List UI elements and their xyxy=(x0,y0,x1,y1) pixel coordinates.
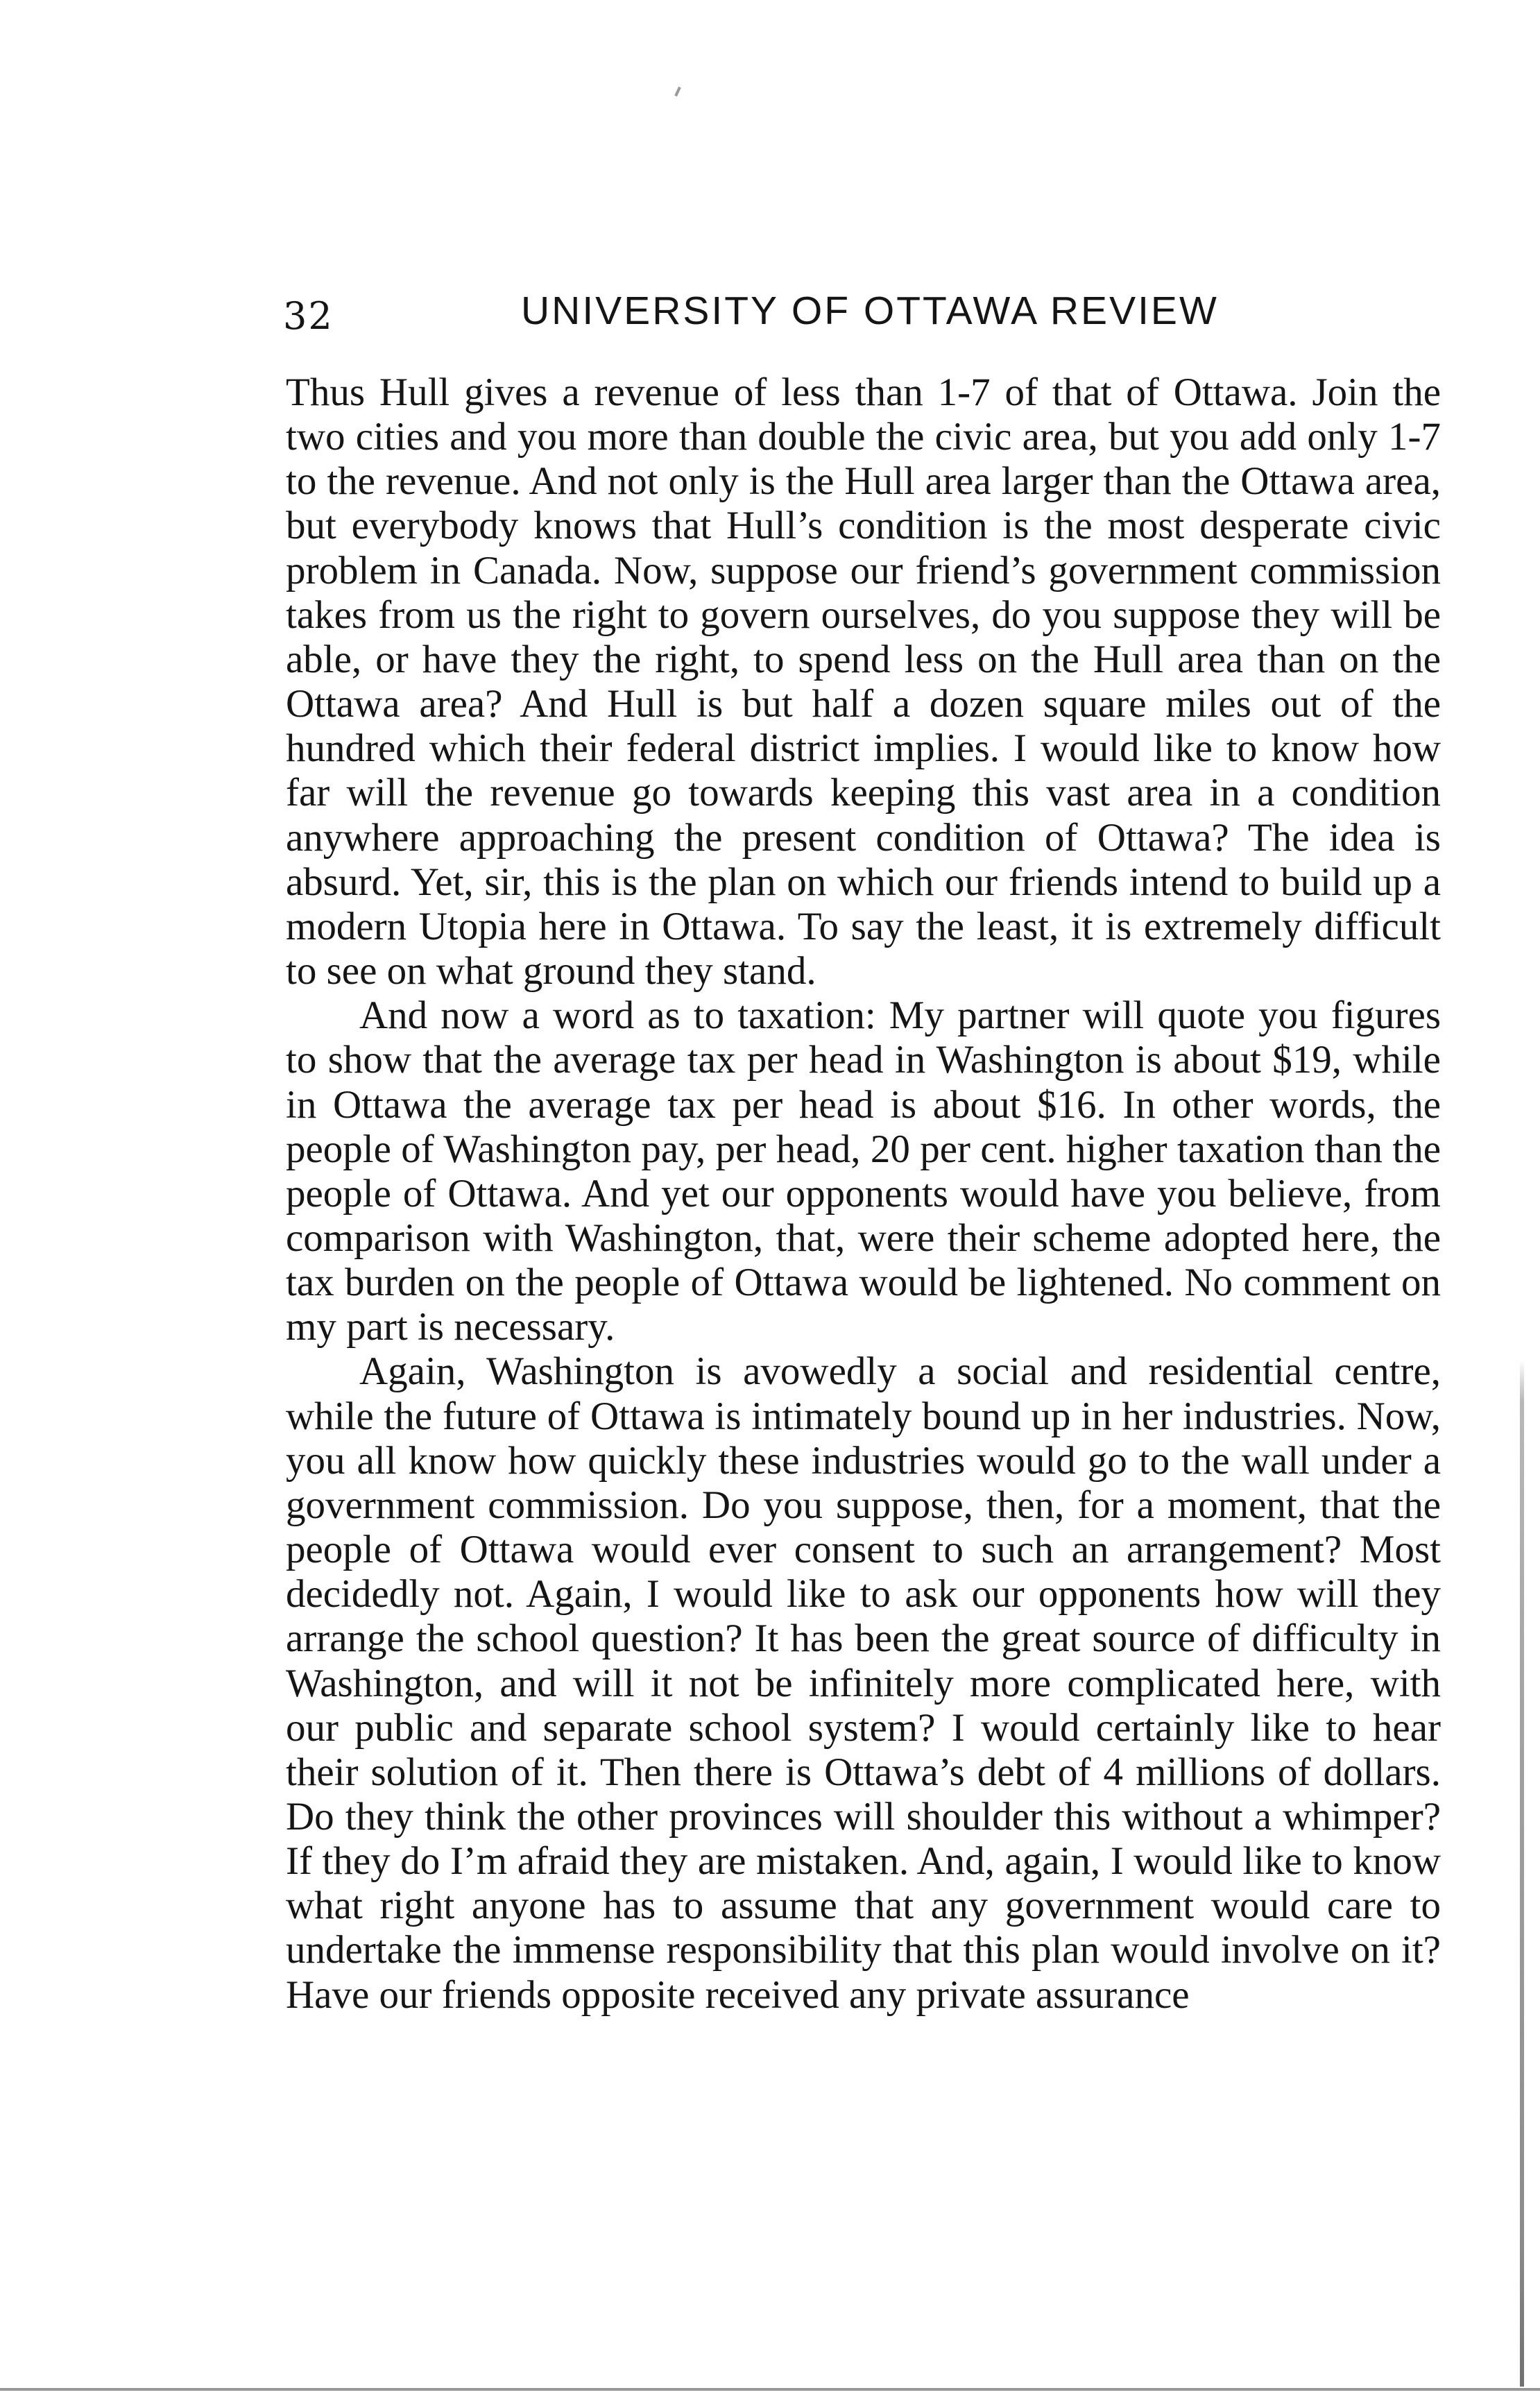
paragraph-taxation: And now a word as to taxation: My partner will quote you figures to show that the average tax per head in Washington is about $19, while in Ottawa the average tax per head is about $16. In other words, the people of Washington pay, per head, 20 per cent. higher taxation than the people of Ottawa. And yet our opponents would have you believe, from comparison with Washington, that, were their scheme adopted here, the tax burden on the people of Ottawa would be lightened. No comment on my part is necessary. xyxy=(286,993,1441,1349)
page-number: 32 xyxy=(283,294,334,338)
paragraph-washington-comparison: Again, Washington is avowedly a social and residential centre, while the future of Ottawa is intimately bound up in her industries. Now, you all know how quickly these industries would go to the wall under a government commission. Do you suppose, then, for a moment, that the people of Ottawa would ever consent to such an arrangement? Most decidedly not. Again, I would like to ask our opponents how will they arrange the school question? It has been the great source of difficulty in Washington, and will it not be infinitely more complicated here, with our public and separate school system? I would certainly like to hear their solution of it. Then there is Ottawa’s debt of 4 millions of dollars. Do they think the other provinces will shoulder this without a whimper? If they do I’m afraid they are mistaken. And, again, I would like to know what right anyone has to assume that any government would care to undertake the immense responsibility that this plan would involve on it? Have our friends opposite received any private assurance xyxy=(286,1349,1441,2017)
article-body xyxy=(286,370,1441,2018)
scan-speck xyxy=(674,87,681,96)
bottom-rule xyxy=(0,2388,1540,2391)
running-head xyxy=(283,279,1455,341)
paragraph-hull-revenue: Thus Hull gives a revenue of less than 1-7 of that of Ottawa. Join the two cities and you more than double the civic area, but you add only 1-7 to the revenue. And not only is the Hull area larger than the Ottawa area, but everybody knows that Hull’s condition is the most desperate civic problem in Canada. Now, suppose our friend’s government commission takes from us the right to govern ourselves, do you suppose they will be able, or have they the right, to spend less on the Hull area than on the Ottawa area? And Hull is but half a dozen square miles out of the hundred which their federal district implies. I would like to know how far will the revenue go towards keeping this vast area in a condition anywhere approaching the present condition of Ottawa? The idea is absurd. Yet, sir, this is the plan on which our friends intend to build up a modern Utopia here in Ottawa. To say the least, it is extremely difficult to see on what ground they stand. xyxy=(286,370,1441,993)
journal-title: UNIVERSITY OF OTTAWA REVIEW xyxy=(521,289,1219,333)
scan-edge xyxy=(1520,1360,1524,2387)
